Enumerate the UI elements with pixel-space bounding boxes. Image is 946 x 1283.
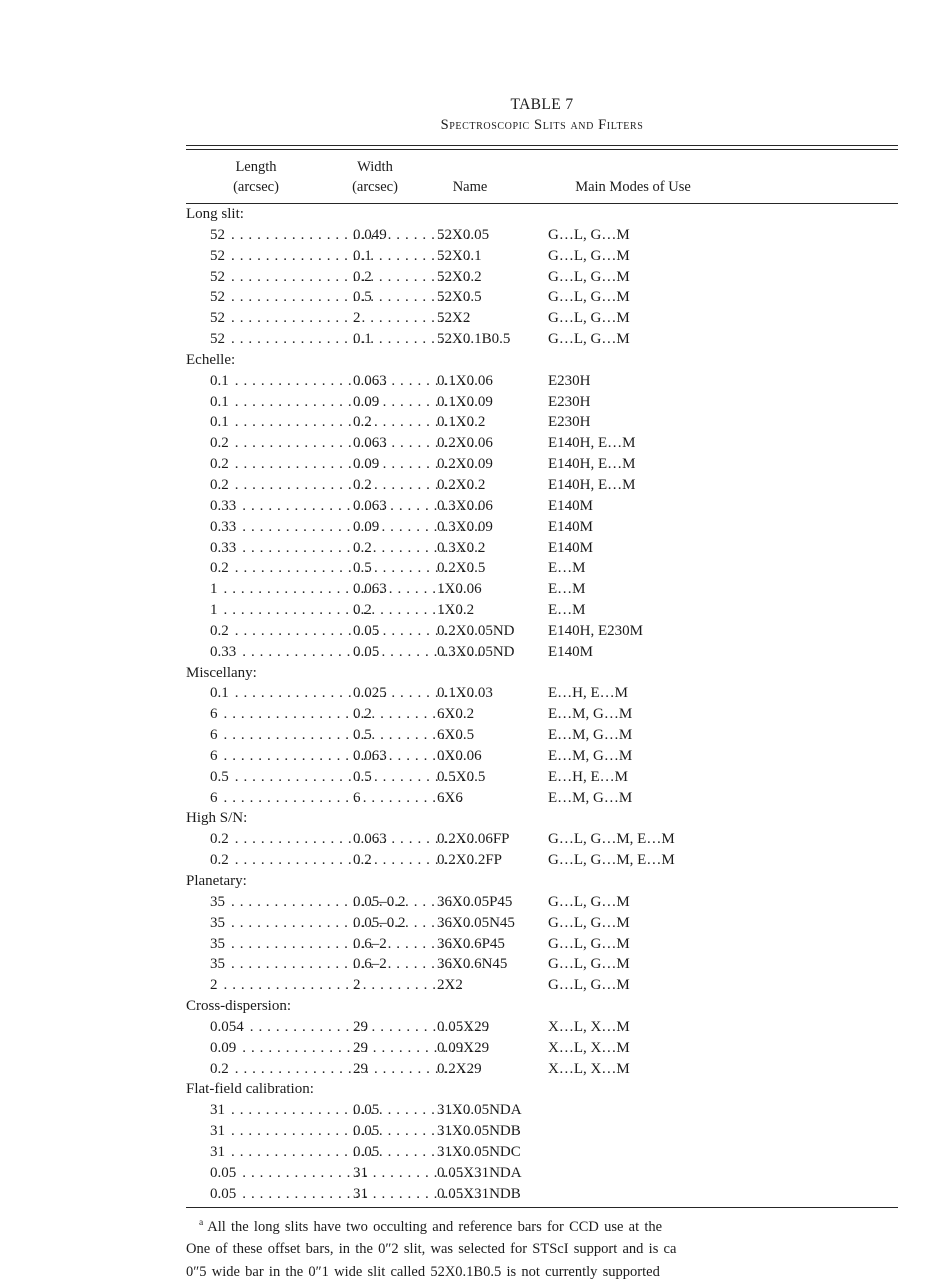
modes-value: E…H, E…M bbox=[548, 685, 628, 702]
length-value: 52 bbox=[210, 226, 225, 243]
slit-name: 0.2X0.05ND bbox=[437, 622, 515, 639]
modes-value: G…L, G…M bbox=[548, 956, 630, 973]
length-cell bbox=[186, 621, 353, 642]
length-value: 0.054 bbox=[210, 1018, 244, 1035]
slit-name: 0.1X0.03 bbox=[437, 685, 493, 702]
width-value: 2 bbox=[353, 310, 361, 327]
modes-value: E…M, G…M bbox=[548, 789, 633, 806]
modes-value: G…L, G…M bbox=[548, 268, 630, 285]
slit-name: 36X0.05P45 bbox=[437, 893, 513, 910]
slit-name: 2X2 bbox=[437, 977, 463, 994]
table-row bbox=[186, 246, 898, 267]
length-cell bbox=[186, 975, 353, 996]
slit-name: 0.2X29 bbox=[437, 1060, 482, 1077]
length-value: 0.2 bbox=[210, 560, 229, 577]
width-value: 6 bbox=[353, 789, 361, 806]
table-row bbox=[186, 892, 898, 913]
table-row bbox=[186, 225, 898, 246]
section-header: High S/N: bbox=[186, 810, 248, 827]
slit-name: 0.2X0.06FP bbox=[437, 831, 510, 848]
length-cell bbox=[186, 496, 353, 517]
width-value: 0.2 bbox=[353, 706, 372, 723]
modes-value: E140M bbox=[548, 643, 593, 660]
table-row bbox=[186, 767, 898, 788]
footnote-line: One of these offset bars, in the 0″2 slit, was selected for STScI support and is ca bbox=[186, 1241, 677, 1258]
width-value: 2 bbox=[353, 977, 361, 994]
width-value: 0.2 bbox=[353, 414, 372, 431]
modes-value: G…L, G…M bbox=[548, 977, 630, 994]
slit-name: 0.5X0.5 bbox=[437, 768, 486, 785]
width-value: 0.2 bbox=[353, 476, 372, 493]
modes-value: E140H, E230M bbox=[548, 622, 643, 639]
width-value: 0.05 bbox=[353, 1143, 380, 1160]
slit-name: 1X0.2 bbox=[437, 602, 475, 619]
width-value: 29 bbox=[353, 1018, 368, 1035]
table-row bbox=[186, 308, 898, 329]
modes-value: G…L, G…M bbox=[548, 247, 630, 264]
length-cell bbox=[186, 913, 353, 934]
slit-name: 0.3X0.09 bbox=[437, 518, 493, 535]
slit-name: 36X0.6P45 bbox=[437, 935, 505, 952]
length-cell bbox=[186, 600, 353, 621]
table-row bbox=[186, 788, 898, 809]
modes-value: E140M bbox=[548, 518, 593, 535]
table-row bbox=[186, 475, 898, 496]
length-cell bbox=[186, 392, 353, 413]
modes-value: G…L, G…M bbox=[548, 226, 630, 243]
table-row bbox=[186, 558, 898, 579]
length-cell bbox=[186, 579, 353, 600]
table-row bbox=[186, 1100, 898, 1121]
table-row bbox=[186, 579, 898, 600]
footnote-line: 0″5 wide bar in the 0″1 wide slit called 52X0.1B0.5 is not currently supported bbox=[186, 1263, 660, 1280]
table-row bbox=[186, 621, 898, 642]
length-value: 0.33 bbox=[210, 497, 237, 514]
modes-value: G…L, G…M, E…M bbox=[548, 831, 675, 848]
width-value: 31 bbox=[353, 1185, 368, 1202]
width-value: 0.025 bbox=[353, 685, 387, 702]
width-value: 0.5 bbox=[353, 768, 372, 785]
width-value: 0.063 bbox=[353, 435, 387, 452]
slit-name: 31X0.05NDC bbox=[437, 1143, 521, 1160]
length-value: 0.33 bbox=[210, 539, 237, 556]
length-value: 0.1 bbox=[210, 414, 229, 431]
length-cell bbox=[186, 642, 353, 663]
slit-name: 0.05X31NDB bbox=[437, 1185, 521, 1202]
slit-name: 0.3X0.05ND bbox=[437, 643, 515, 660]
length-value: 52 bbox=[210, 310, 225, 327]
length-value: 0.2 bbox=[210, 852, 229, 869]
length-value: 6 bbox=[210, 747, 218, 764]
modes-value: E…M bbox=[548, 602, 586, 619]
length-value: 0.1 bbox=[210, 372, 229, 389]
slit-name: 52X0.05 bbox=[437, 226, 490, 243]
modes-value: E…M bbox=[548, 581, 586, 598]
width-value: 0.05 bbox=[353, 622, 380, 639]
slit-name: 52X0.1 bbox=[437, 247, 482, 264]
width-value: 0.2 bbox=[353, 539, 372, 556]
length-value: 6 bbox=[210, 789, 218, 806]
table-row bbox=[186, 496, 898, 517]
modes-value: E230H bbox=[548, 372, 591, 389]
section-header: Cross-dispersion: bbox=[186, 998, 291, 1015]
length-cell bbox=[186, 308, 353, 329]
length-cell bbox=[186, 558, 353, 579]
width-value: 0.5 bbox=[353, 727, 372, 744]
column-header-name: Name bbox=[452, 179, 488, 195]
modes-value: E140M bbox=[548, 539, 593, 556]
footnote-marker: a bbox=[199, 1218, 204, 1229]
length-cell bbox=[186, 850, 353, 871]
section-header: Long slit: bbox=[186, 206, 244, 222]
length-value: 35 bbox=[210, 893, 225, 910]
modes-value: G…L, G…M bbox=[548, 935, 630, 952]
slit-name: 1X0.06 bbox=[437, 581, 482, 598]
length-value: 52 bbox=[210, 289, 225, 306]
section-header: Flat-field calibration: bbox=[186, 1081, 314, 1098]
table-row bbox=[186, 934, 898, 955]
length-cell bbox=[186, 287, 353, 308]
length-value: 52 bbox=[210, 247, 225, 264]
length-value: 0.33 bbox=[210, 518, 237, 535]
length-value: 2 bbox=[210, 977, 218, 994]
slit-name: 0.2X0.09 bbox=[437, 456, 493, 473]
column-header-length-line1: Length bbox=[235, 159, 277, 175]
table-footnote bbox=[186, 1216, 946, 1283]
length-cell bbox=[186, 517, 353, 538]
length-value: 0.09 bbox=[210, 1039, 237, 1056]
modes-value: E140H, E…M bbox=[548, 456, 636, 473]
length-value: 0.1 bbox=[210, 393, 229, 410]
length-value: 0.05 bbox=[210, 1164, 237, 1181]
slit-name: 0.2X0.06 bbox=[437, 435, 493, 452]
table-row bbox=[186, 704, 898, 725]
length-cell bbox=[186, 767, 353, 788]
table-label: TABLE 7 bbox=[510, 96, 574, 113]
length-cell bbox=[186, 1184, 353, 1205]
length-value: 0.2 bbox=[210, 1060, 229, 1077]
section-header: Echelle: bbox=[186, 351, 236, 368]
table-row bbox=[186, 1142, 898, 1163]
footnote-text: All the long slits have two occulting and reference bars for CCD use at the bbox=[207, 1219, 663, 1235]
modes-value bbox=[548, 1184, 898, 1205]
slit-name: 31X0.05NDB bbox=[437, 1123, 521, 1140]
length-cell bbox=[186, 433, 353, 454]
table-row bbox=[186, 642, 898, 663]
length-cell bbox=[186, 538, 353, 559]
slit-name: 6X0.2 bbox=[437, 706, 475, 723]
table-row bbox=[186, 267, 898, 288]
width-value: 0.063 bbox=[353, 747, 387, 764]
length-value: 1 bbox=[210, 581, 218, 598]
width-value: 0.05 bbox=[353, 1123, 380, 1140]
width-value: 0.6–2 bbox=[353, 956, 387, 973]
length-cell bbox=[186, 454, 353, 475]
width-value: 0.2 bbox=[353, 602, 372, 619]
table-row bbox=[186, 1017, 898, 1038]
length-value: 0.2 bbox=[210, 622, 229, 639]
modes-value: E140H, E…M bbox=[548, 476, 636, 493]
modes-value: E…M, G…M bbox=[548, 706, 633, 723]
width-value: 0.05–0.2 bbox=[353, 914, 406, 931]
slit-name: 0.1X0.09 bbox=[437, 393, 493, 410]
length-value: 0.5 bbox=[210, 768, 229, 785]
length-cell bbox=[186, 371, 353, 392]
modes-value: X…L, X…M bbox=[548, 1039, 630, 1056]
length-value: 31 bbox=[210, 1143, 225, 1160]
table-row bbox=[186, 1163, 898, 1184]
table-title: Spectroscopic Slits and Filters bbox=[440, 117, 644, 133]
slit-name: 0.1X0.2 bbox=[437, 414, 486, 431]
modes-value: G…L, G…M bbox=[548, 289, 630, 306]
length-value: 6 bbox=[210, 727, 218, 744]
modes-value: E…M bbox=[548, 560, 586, 577]
length-value: 0.2 bbox=[210, 456, 229, 473]
table-row bbox=[186, 829, 898, 850]
length-cell bbox=[186, 829, 353, 850]
slit-name: 6X0.5 bbox=[437, 727, 475, 744]
slit-name: 6X6 bbox=[437, 789, 463, 806]
length-cell bbox=[186, 725, 353, 746]
length-value: 52 bbox=[210, 268, 225, 285]
slit-name: 0.2X0.2FP bbox=[437, 852, 503, 869]
length-cell bbox=[186, 746, 353, 767]
slit-name: 52X0.1B0.5 bbox=[437, 331, 511, 348]
modes-value bbox=[548, 1163, 898, 1184]
slit-name: 31X0.05NDA bbox=[437, 1102, 522, 1119]
width-value: 0.063 bbox=[353, 372, 387, 389]
table-row bbox=[186, 954, 898, 975]
slit-name: 0.3X0.2 bbox=[437, 539, 486, 556]
width-value: 0.6–2 bbox=[353, 935, 387, 952]
length-cell bbox=[186, 1163, 353, 1184]
footnote-line bbox=[186, 1216, 746, 1238]
modes-value bbox=[548, 1142, 898, 1163]
modes-value: G…L, G…M bbox=[548, 893, 630, 910]
width-value: 29 bbox=[353, 1060, 368, 1077]
width-value: 0.2 bbox=[353, 268, 372, 285]
width-value: 0.063 bbox=[353, 581, 387, 598]
modes-value: G…L, G…M bbox=[548, 914, 630, 931]
modes-value: E…M, G…M bbox=[548, 727, 633, 744]
column-header-modes: Main Modes of Use bbox=[575, 179, 691, 195]
column-header-width-line1: Width bbox=[357, 159, 393, 175]
length-value: 31 bbox=[210, 1102, 225, 1119]
length-value: 52 bbox=[210, 331, 225, 348]
width-value: 0.063 bbox=[353, 497, 387, 514]
slit-name: 0.1X0.06 bbox=[437, 372, 493, 389]
slit-name: 0.3X0.06 bbox=[437, 497, 493, 514]
table-row bbox=[186, 1038, 898, 1059]
table-row bbox=[186, 913, 898, 934]
table-body bbox=[186, 204, 898, 1205]
table-row bbox=[186, 1121, 898, 1142]
length-value: 35 bbox=[210, 935, 225, 952]
slit-name: 52X2 bbox=[437, 310, 471, 327]
width-value: 0.09 bbox=[353, 456, 380, 473]
table-row bbox=[186, 412, 898, 433]
length-value: 1 bbox=[210, 602, 218, 619]
table-row bbox=[186, 392, 898, 413]
modes-value: E…H, E…M bbox=[548, 768, 628, 785]
section-header: Planetary: bbox=[186, 873, 247, 889]
table-header-row bbox=[186, 155, 898, 201]
length-value: 31 bbox=[210, 1123, 225, 1140]
length-cell bbox=[186, 683, 353, 704]
length-value: 35 bbox=[210, 914, 225, 931]
table-row bbox=[186, 975, 898, 996]
slit-name: 0.2X0.2 bbox=[437, 476, 486, 493]
table-row bbox=[186, 517, 898, 538]
slit-name: 0.09X29 bbox=[437, 1039, 490, 1056]
length-cell bbox=[186, 954, 353, 975]
table-row bbox=[186, 1059, 898, 1080]
length-value: 35 bbox=[210, 956, 225, 973]
table-row bbox=[186, 746, 898, 767]
width-value: 0.05–0.2 bbox=[353, 893, 406, 910]
slit-name: 0.05X31NDA bbox=[437, 1164, 522, 1181]
width-value: 0.049 bbox=[353, 226, 387, 243]
length-cell bbox=[186, 1038, 353, 1059]
length-value: 6 bbox=[210, 706, 218, 723]
width-value: 0.5 bbox=[353, 289, 372, 306]
length-cell bbox=[186, 1059, 353, 1080]
width-value: 0.09 bbox=[353, 393, 380, 410]
modes-value: G…L, G…M bbox=[548, 310, 630, 327]
length-cell bbox=[186, 475, 353, 496]
width-value: 0.063 bbox=[353, 831, 387, 848]
section-header: Miscellany: bbox=[186, 664, 257, 681]
table-row bbox=[186, 287, 898, 308]
length-cell bbox=[186, 892, 353, 913]
length-cell bbox=[186, 1121, 353, 1142]
width-value: 31 bbox=[353, 1164, 368, 1181]
length-value: 0.2 bbox=[210, 831, 229, 848]
slit-name: 36X0.6N45 bbox=[437, 956, 508, 973]
modes-value: E…M, G…M bbox=[548, 747, 633, 764]
modes-value: E230H bbox=[548, 393, 591, 410]
column-header-length bbox=[186, 157, 326, 197]
slit-name: 0X0.06 bbox=[437, 747, 482, 764]
modes-value: E140M bbox=[548, 497, 593, 514]
bottom-rule bbox=[186, 1207, 898, 1208]
column-header-length-line2: (arcsec) bbox=[233, 179, 279, 195]
width-value: 0.05 bbox=[353, 643, 380, 660]
table-row bbox=[186, 538, 898, 559]
length-cell bbox=[186, 704, 353, 725]
length-value: 0.05 bbox=[210, 1185, 237, 1202]
table-row bbox=[186, 683, 898, 704]
slit-name: 52X0.5 bbox=[437, 289, 482, 306]
slit-name: 0.2X0.5 bbox=[437, 560, 486, 577]
table-row bbox=[186, 725, 898, 746]
width-value: 0.05 bbox=[353, 1102, 380, 1119]
width-value: 0.5 bbox=[353, 560, 372, 577]
table-row bbox=[186, 371, 898, 392]
length-cell bbox=[186, 267, 353, 288]
length-cell bbox=[186, 1142, 353, 1163]
table-row bbox=[186, 850, 898, 871]
length-value: 0.2 bbox=[210, 435, 229, 452]
slit-name: 0.05X29 bbox=[437, 1018, 490, 1035]
slit-name: 52X0.2 bbox=[437, 268, 482, 285]
table-row bbox=[186, 454, 898, 475]
table-row bbox=[186, 433, 898, 454]
width-value: 0.09 bbox=[353, 518, 380, 535]
modes-value: E140H, E…M bbox=[548, 435, 636, 452]
width-value: 0.1 bbox=[353, 247, 372, 264]
slit-name: 36X0.05N45 bbox=[437, 914, 515, 931]
length-cell bbox=[186, 412, 353, 433]
table-row bbox=[186, 1184, 898, 1205]
modes-value: E230H bbox=[548, 414, 591, 431]
length-cell bbox=[186, 225, 353, 246]
modes-value: X…L, X…M bbox=[548, 1018, 630, 1035]
length-cell bbox=[186, 1100, 353, 1121]
width-value: 0.2 bbox=[353, 852, 372, 869]
modes-value: G…L, G…M bbox=[548, 331, 630, 348]
column-header-width-line2: (arcsec) bbox=[352, 179, 398, 195]
length-value: 0.1 bbox=[210, 685, 229, 702]
length-cell bbox=[186, 246, 353, 267]
table-row bbox=[186, 600, 898, 621]
modes-value: X…L, X…M bbox=[548, 1060, 630, 1077]
table-row bbox=[186, 329, 898, 350]
length-cell bbox=[186, 1017, 353, 1038]
modes-value bbox=[548, 1100, 898, 1121]
length-value: 0.33 bbox=[210, 643, 237, 660]
length-cell bbox=[186, 788, 353, 809]
length-cell bbox=[186, 329, 353, 350]
modes-value bbox=[548, 1121, 898, 1142]
top-double-rule bbox=[186, 145, 898, 150]
width-value: 0.1 bbox=[353, 331, 372, 348]
length-cell bbox=[186, 934, 353, 955]
width-value: 29 bbox=[353, 1039, 368, 1056]
modes-value: G…L, G…M, E…M bbox=[548, 852, 675, 869]
length-value: 0.2 bbox=[210, 476, 229, 493]
